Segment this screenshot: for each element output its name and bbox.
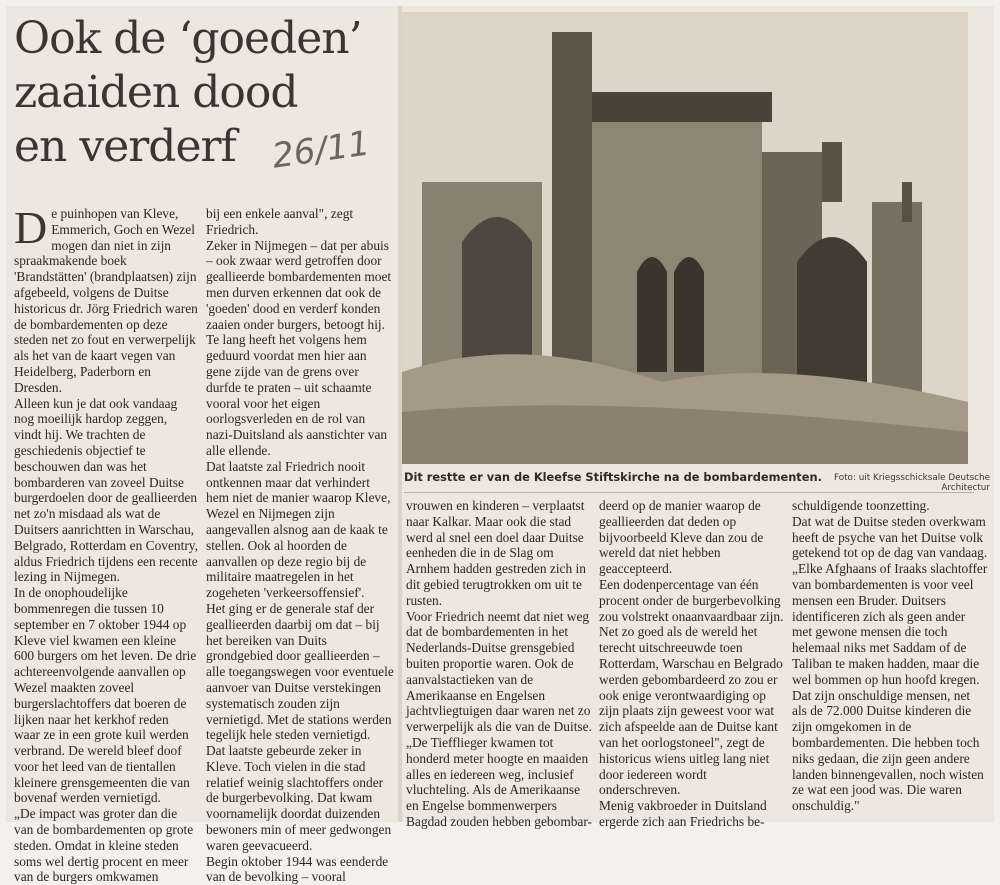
paragraph: Net zo goed als de wereld het terecht uitschreeuwde toen Rotterdam, Warschau en Belgrado werden gebombardeerd zo zou er ook enige verontwaardiging op zijn plaats zijn geweest voor wat zich afspeelde aan de Duitse kant van het oorlogstoneel", zegt de historicus wiens uitleg lang niet door iedereen wordt onderschreven.: [599, 624, 783, 798]
paragraph: Zeker in Nijmegen – dat per abuis – ook zwaar werd getroffen door geallieerde bombardementen moet men durven erkennen dat ook de 'goeden' dood en verderf konden zaaien onder burgers, betoogt hij. Te lang heeft het volgens hem geduurd voordat men hier aan gene zijde van de grens over durfde te praten – uit schaamte vooral voor het eigen oorlogsverleden en de rol van nazi-Duitsland als aanstichter van alle ellende.: [206, 237, 392, 458]
paragraph: Het ging er de generale staf der geallieerden daarbij om dat – bij het bereiken van Duits grondgebied door geallieerden – alle toegangswegen voor eventuele aanvoer van Duitse verstekingen systematisch zouden zijn vernietigd. Met de stations werden tegelijk hele steden vernietigd.: [206, 600, 394, 743]
paragraph: „Elke Afghaans of Iraaks slachtoffer van bombardementen is voor veel mensen een Bruder. Duitsers identificeren zich als geen ander met gewone mensen die toch helemaal niks met Saddam of de Taliban te maken hadden, maar die wel bommen op hun hoofd kregen. Dat zijn onschuldige mensen, net als de 72.000 Duitse kinderen die zijn omgekomen in de bombardementen. Die hebben toch niks gedaan, die zijn geen andere landen binnengevallen, noch wisten ze wat een jood was. Die waren onschuldig.": [792, 561, 988, 814]
photo-caption: Dit restte er van de Kleefse Stiftskirche na de bombardementen.: [404, 470, 974, 493]
church-ruins-photo: [402, 12, 968, 464]
column-4: [599, 498, 787, 829]
headline-line-1: Ook de ‘goeden’: [14, 13, 362, 64]
headline-line-3: en verderf: [14, 121, 236, 172]
paragraph: In de onophoudelijke bommenregen die tussen 10 september en 7 oktober 1944 op Kleve viel kwamen een kleine 600 burgers om het leven. De drie achtereenvolgende aanvallen op Wezel maakten zoveel burgerslachtoffers dat boeren de lijken naar het kerkhof reden waar ze in een grote kuil werden verbrand. De wereld bleef doof voor het leed van de tientallen kleinere grensgemeenten die van bovenaf werden vernietigd.: [14, 585, 197, 806]
headline-line-2: zaaiden dood: [14, 67, 298, 118]
paragraph: vrouwen en kinderen – verplaatst naar Kalkar. Maar ook die stad werd al snel een doel daar Duitse eenheden die in de Slag om Arnhem hadden gestreden zich in dit gebied terugtrokken om uit te rusten.: [406, 498, 586, 608]
paragraph: Een dodenpercentage van één procent onder de burgerbevolking zou volstrekt onaanvaardbaar zijn.: [599, 576, 784, 624]
church-ruins-illustration: [402, 12, 968, 464]
paragraph: bij een enkele aanval", zegt Friedrich.: [206, 206, 354, 237]
paragraph: deerd op de manier waarop de geallieerden dat deden op bijvoorbeeld Kleve dan zou de wereld dat niet hebben geaccepteerd.: [599, 498, 764, 577]
paragraph: Menig vakbroeder in Duitsland ergerde zich aan Friedrichs be-: [599, 798, 767, 829]
paragraph: Voor Friedrich neemt dat niet weg dat de bombardementen in het Nederlands-Duitse grensgebied buiten proportie waren. Ook de aanvalstactieken van de Amerikaanse en Engelsen jachtvliegtuigen daar waren net zo verwerpelijk als die van de Duitse.: [406, 608, 592, 735]
column-5: [792, 498, 988, 818]
paragraph: Dat laatste zal Friedrich nooit ontkennen maar dat verhindert hem niet de manier waarop Kleve, Wezel en Nijmegen zijn aangevallen alsnog aan de kaak te stellen. Ook al hoorden de aanvallen op deze regio bij de militaire maatregelen in het zogeheten 'verkeersoffensief'.: [206, 458, 391, 601]
column-3: [406, 498, 594, 829]
paragraph: Begin oktober 1944 was eenderde van de bevolking – vooral: [206, 853, 389, 885]
column-2: [206, 206, 394, 885]
dropcap: D: [14, 202, 48, 253]
paragraph: Dat wat de Duitse steden overkwam heeft de psyche van het Duitse volk getekend tot op de dag van vandaag.: [792, 513, 988, 561]
paragraph: „De impact was groter dan die van de bombardementen op grote steden. Omdat in kleine steden soms wel dertig procent en meer van de burgers omkwamen: [14, 806, 194, 885]
paragraph: e puinhopen van Kleve, Emmerich, Goch en Wezel mogen dan niet in zijn spraakmakende boek 'Brandstätten' (brandplaatsen) zijn afgebeeld, volgens de Duitse historicus dr. Jörg Friedrich waren de bombardementen op deze steden net zo fout en verwerpelijk als het van de kaart vegen van Heidelberg, Paderborn en Dresden.: [14, 206, 198, 395]
paragraph: Dat laatste gebeurde zeker in Kleve. Toch vielen in die stad relatief weinig slachtoffers onder de burgerbevolking. Dat kwam voornamelijk doordat duizenden bewoners min of meer gedwongen waren geevacueerd.: [206, 743, 392, 853]
paragraph: „De Tiefflieger kwamen tot honderd meter hoogte en maaiden alles en iedereen weg, inclusief vluchteling. Als de Amerikaanse en Engelse bommenwerpers Bagdad zouden hebben gebombar-: [406, 734, 593, 829]
photo-credit: Foto: uit Kriegsschicksale Deutsche Architectur: [833, 473, 990, 493]
paragraph: schuldigende toonzetting.: [792, 498, 930, 513]
paragraph: Alleen kun je dat ook vandaag nog moeilijk hardop zeggen, vindt hij. We trachten de geschiedenis objectief te beschouwen dan was het bombarderen van zoveel Duitse burgerdoelen door de geallieerden net zo'n misdaad als wat de Duitsers aanrichtten in Warschau, Belgrado, Rotterdam en Coventry, aldus Friedrich tijdens een recente lezing in Nijmegen.: [14, 395, 198, 585]
handwritten-date: 26/11: [269, 123, 373, 177]
column-1: [14, 202, 198, 885]
